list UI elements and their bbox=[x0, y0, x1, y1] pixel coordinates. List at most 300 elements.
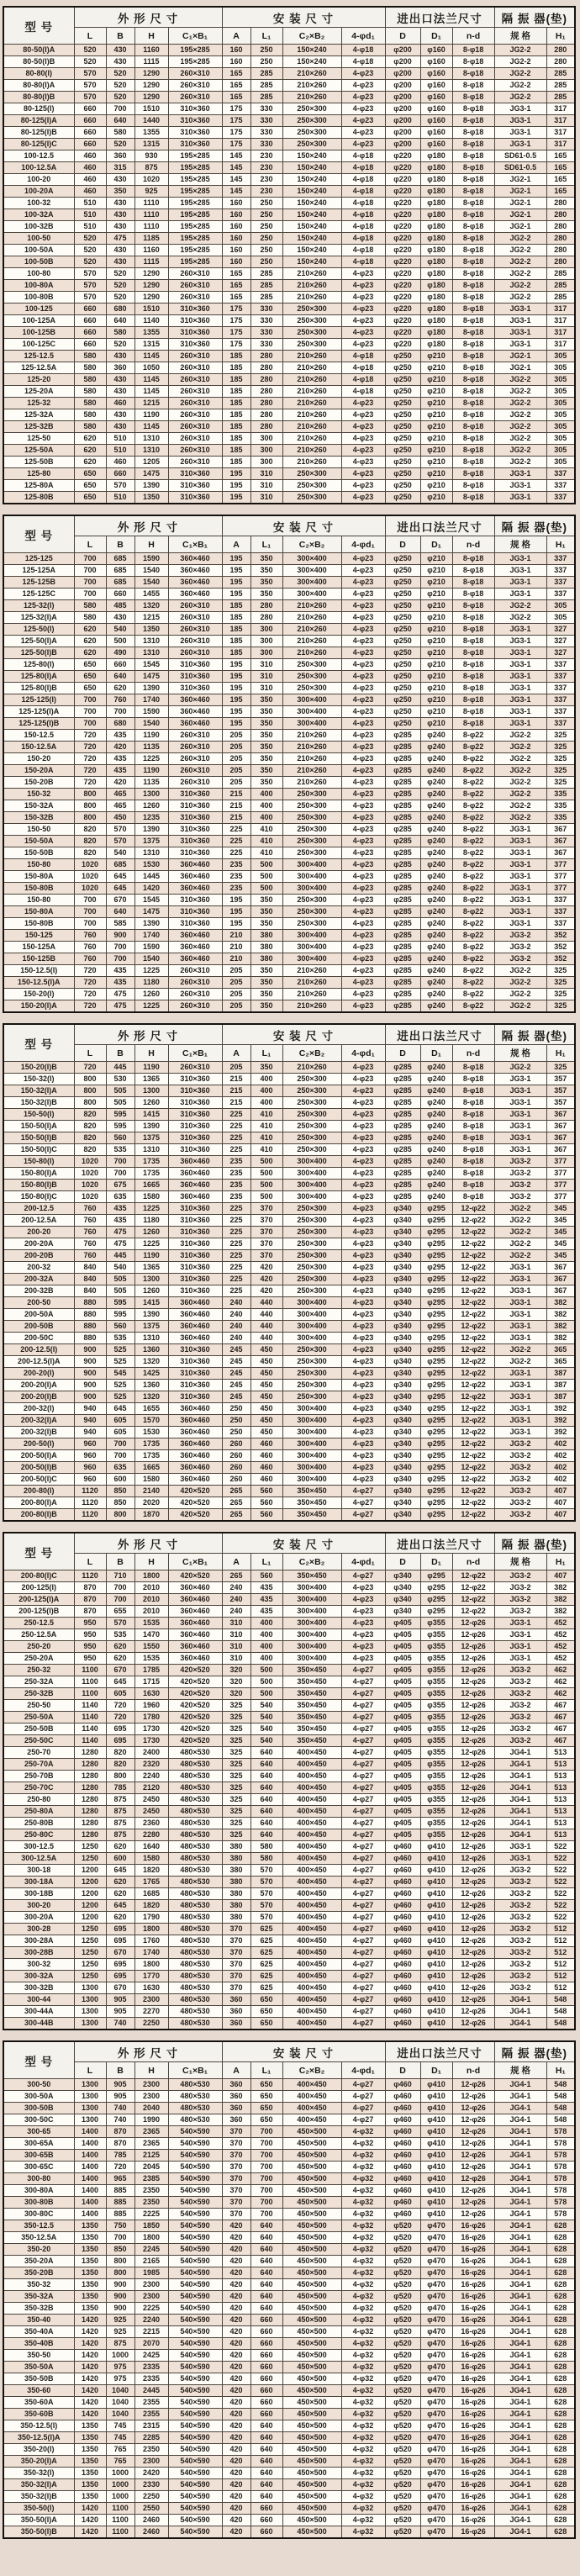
table-cell: 435 bbox=[250, 1606, 282, 1618]
table-cell: 640 bbox=[250, 2244, 282, 2256]
table-cell: 520 bbox=[74, 56, 106, 68]
table-cell: JG2-2 bbox=[494, 1215, 546, 1227]
table-cell: 250×300 bbox=[282, 824, 341, 836]
table-cell: 640 bbox=[250, 2491, 282, 2503]
table-cell: 4-φ23 bbox=[341, 1203, 385, 1215]
table-cell: 595 bbox=[106, 1309, 134, 1321]
table-cell: φ470 bbox=[420, 2385, 452, 2397]
table-cell: 370 bbox=[222, 1982, 250, 1994]
table-cell: JG3-1 bbox=[494, 1297, 546, 1309]
table-row bbox=[3, 918, 575, 930]
table-cell: 1110 bbox=[134, 221, 168, 233]
table-cell: JG2-2 bbox=[494, 1250, 546, 1262]
column-group-header: 安 装 尺 寸 bbox=[222, 1533, 385, 1554]
table-cell: 260×310 bbox=[168, 730, 222, 742]
table-cell: φ180 bbox=[420, 280, 452, 292]
table-cell: φ410 bbox=[420, 2150, 452, 2162]
table-cell: 4-φ23 bbox=[341, 989, 385, 1000]
table-cell: 337 bbox=[546, 718, 575, 730]
table-cell: JG4-1 bbox=[494, 2138, 546, 2150]
table-cell: 480×530 bbox=[168, 1865, 222, 1877]
table-row bbox=[3, 1747, 575, 1759]
table-cell: JG4-1 bbox=[494, 2256, 546, 2267]
table-cell: 4-φ23 bbox=[341, 1606, 385, 1618]
table-row bbox=[3, 1403, 575, 1415]
table-cell: 310×360 bbox=[168, 127, 222, 139]
table-row bbox=[3, 92, 575, 103]
table-cell: 420×520 bbox=[168, 1688, 222, 1700]
table-cell: 4-φ23 bbox=[341, 589, 385, 600]
table-cell: 360 bbox=[106, 150, 134, 162]
table-cell: 12-φ22 bbox=[452, 1606, 494, 1618]
table-cell: JG3-2 bbox=[494, 1735, 546, 1747]
table-cell: φ210 bbox=[420, 659, 452, 671]
table-cell: φ520 bbox=[385, 2432, 420, 2444]
table-row bbox=[3, 800, 575, 812]
table-cell: φ460 bbox=[385, 2103, 420, 2114]
table-cell: 4-φ23 bbox=[341, 1356, 385, 1368]
table-cell: JG4-1 bbox=[494, 2385, 546, 2397]
table-cell: JG3-2 bbox=[494, 1912, 546, 1924]
table-cell: JG2-1 bbox=[494, 198, 546, 209]
table-cell: 4-φ32 bbox=[341, 2397, 385, 2409]
table-row bbox=[3, 1959, 575, 1971]
table-cell: 480×530 bbox=[168, 2091, 222, 2103]
table-cell: 1400 bbox=[74, 2185, 106, 2197]
table-cell: JG3-1 bbox=[494, 468, 546, 480]
table-cell: φ250 bbox=[385, 398, 420, 409]
column-header: 4-φd₁ bbox=[341, 536, 385, 553]
table-cell: 370 bbox=[222, 2173, 250, 2185]
table-cell: 4-φ23 bbox=[341, 1062, 385, 1074]
column-header: D bbox=[385, 1554, 420, 1570]
table-cell: 467 bbox=[546, 1723, 575, 1735]
table-cell: 4-φ32 bbox=[341, 2409, 385, 2420]
table-cell: JG3-2 bbox=[494, 1582, 546, 1594]
table-cell: 360×460 bbox=[168, 1333, 222, 1344]
table-cell: 540×590 bbox=[168, 2232, 222, 2244]
table-cell: JG3-1 bbox=[494, 1074, 546, 1085]
table-cell: JG2-2 bbox=[494, 398, 546, 409]
column-header: H bbox=[134, 1554, 168, 1570]
table-cell: φ240 bbox=[420, 953, 452, 965]
model-cell: 125-32(I) bbox=[3, 600, 74, 612]
table-cell: 250×300 bbox=[282, 103, 341, 115]
model-cell: 125-125 bbox=[3, 553, 74, 565]
table-cell: 540×590 bbox=[168, 2526, 222, 2539]
table-cell: 360×460 bbox=[168, 1606, 222, 1618]
table-cell: 325 bbox=[222, 1700, 250, 1712]
table-cell: JG4-1 bbox=[494, 2267, 546, 2279]
table-cell: φ240 bbox=[420, 989, 452, 1000]
table-cell: 150×240 bbox=[282, 221, 341, 233]
table-cell: 8-φ18 bbox=[452, 480, 494, 492]
table-cell: 513 bbox=[546, 1782, 575, 1794]
table-cell: JG4-1 bbox=[494, 1747, 546, 1759]
table-cell: 1540 bbox=[134, 565, 168, 577]
table-cell: 280 bbox=[250, 362, 282, 374]
table-cell: 8-φ18 bbox=[452, 433, 494, 445]
table-cell: 310×360 bbox=[168, 1132, 222, 1144]
table-cell: 4-φ23 bbox=[341, 777, 385, 789]
table-cell: 535 bbox=[106, 1144, 134, 1156]
table-cell: 12-φ22 bbox=[452, 1368, 494, 1380]
table-cell: 1640 bbox=[134, 1841, 168, 1853]
table-cell: 370 bbox=[222, 2150, 250, 2162]
table-cell: 12-φ26 bbox=[452, 1794, 494, 1806]
table-cell: φ460 bbox=[385, 1994, 420, 2006]
model-cell: 80-50(I)B bbox=[3, 56, 74, 68]
table-cell: 620 bbox=[74, 647, 106, 659]
table-cell: 310×360 bbox=[168, 480, 222, 492]
table-cell: 4-φ23 bbox=[341, 730, 385, 742]
table-cell: φ295 bbox=[420, 1606, 452, 1618]
table-cell: 335 bbox=[546, 800, 575, 812]
table-cell: 2245 bbox=[134, 2244, 168, 2256]
table-cell: 1590 bbox=[134, 706, 168, 718]
table-cell: 330 bbox=[250, 339, 282, 351]
table-cell: JG3-2 bbox=[494, 1497, 546, 1509]
table-cell: 12-φ26 bbox=[452, 1688, 494, 1700]
table-cell: 16-φ26 bbox=[452, 2491, 494, 2503]
table-cell: 540×590 bbox=[168, 2220, 222, 2232]
table-row bbox=[3, 742, 575, 753]
column-group-header: 外 形 尺 寸 bbox=[74, 1024, 222, 1045]
table-cell: 467 bbox=[546, 1735, 575, 1747]
table-cell: 1440 bbox=[134, 115, 168, 127]
model-cell: 100-80A bbox=[3, 280, 74, 292]
table-cell: φ295 bbox=[420, 1368, 452, 1380]
model-cell: 125-80A bbox=[3, 480, 74, 492]
column-header: L₁ bbox=[250, 1045, 282, 1062]
table-cell: 480×530 bbox=[168, 1771, 222, 1782]
table-cell: 260×310 bbox=[168, 268, 222, 280]
table-cell: 570 bbox=[74, 92, 106, 103]
table-row bbox=[3, 624, 575, 636]
table-row bbox=[3, 2362, 575, 2373]
table-cell: 1250 bbox=[74, 1935, 106, 1947]
table-cell: 2045 bbox=[134, 2162, 168, 2173]
table-cell: 250 bbox=[222, 1415, 250, 1427]
column-header: D bbox=[385, 28, 420, 45]
table-row bbox=[3, 1121, 575, 1132]
table-cell: 16-φ26 bbox=[452, 2244, 494, 2256]
table-cell: 365 bbox=[546, 1344, 575, 1356]
table-cell: 1420 bbox=[74, 2350, 106, 2362]
table-cell: 885 bbox=[106, 2197, 134, 2209]
table-cell: 310×360 bbox=[168, 1215, 222, 1227]
table-cell: 700 bbox=[250, 2126, 282, 2138]
table-cell: 280 bbox=[546, 45, 575, 56]
column-header: D bbox=[385, 2062, 420, 2079]
table-cell: JG3-2 bbox=[494, 1700, 546, 1712]
table-cell: 12-φ26 bbox=[452, 1723, 494, 1735]
table-cell: 195 bbox=[222, 589, 250, 600]
table-cell: 210×260 bbox=[282, 409, 341, 421]
column-header: 4-φd₁ bbox=[341, 1045, 385, 1062]
table-cell: JG3-2 bbox=[494, 1935, 546, 1947]
column-header: 规 格 bbox=[494, 536, 546, 553]
model-cell: 100-125B bbox=[3, 327, 74, 339]
table-cell: 150×240 bbox=[282, 174, 341, 186]
model-cell: 200-32(I)B bbox=[3, 1427, 74, 1438]
table-cell: 300×400 bbox=[282, 1403, 341, 1415]
table-row bbox=[3, 1474, 575, 1486]
table-cell: 392 bbox=[546, 1403, 575, 1415]
table-cell: 4-φ18 bbox=[341, 209, 385, 221]
table-cell: 360 bbox=[222, 2006, 250, 2018]
table-cell: 8-φ18 bbox=[452, 304, 494, 315]
table-cell: 250 bbox=[250, 233, 282, 245]
table-cell: 12-φ26 bbox=[452, 1877, 494, 1888]
table-cell: φ285 bbox=[385, 883, 420, 895]
table-cell: φ405 bbox=[385, 1676, 420, 1688]
table-cell: 325 bbox=[546, 753, 575, 765]
table-cell: 2315 bbox=[134, 2420, 168, 2432]
model-cell: 150-80A bbox=[3, 906, 74, 918]
table-cell: 450×500 bbox=[282, 2232, 341, 2244]
table-cell: 420 bbox=[222, 2444, 250, 2456]
table-cell: 1040 bbox=[106, 2385, 134, 2397]
table-cell: 450×500 bbox=[282, 2150, 341, 2162]
table-cell: 16-φ26 bbox=[452, 2338, 494, 2350]
table-cell: 540×590 bbox=[168, 2326, 222, 2338]
table-cell: 8-φ18 bbox=[452, 1156, 494, 1168]
table-cell: 1420 bbox=[134, 883, 168, 895]
table-cell: 400×450 bbox=[282, 1771, 341, 1782]
table-cell: 500 bbox=[250, 1665, 282, 1676]
table-cell: 1765 bbox=[134, 1877, 168, 1888]
table-cell: JG3-1 bbox=[494, 906, 546, 918]
table-cell: 4-φ32 bbox=[341, 2326, 385, 2338]
table-cell: 1350 bbox=[74, 2444, 106, 2456]
table-cell: 185 bbox=[222, 374, 250, 386]
table-cell: 250×300 bbox=[282, 1368, 341, 1380]
model-cell: 250-80A bbox=[3, 1806, 74, 1818]
table-cell: φ405 bbox=[385, 1618, 420, 1629]
table-cell: 12-φ22 bbox=[452, 1486, 494, 1497]
table-cell: φ200 bbox=[385, 45, 420, 56]
table-cell: 450×500 bbox=[282, 2526, 341, 2539]
table-cell: 1115 bbox=[134, 256, 168, 268]
table-cell: 300×400 bbox=[282, 871, 341, 883]
table-cell: JG2-2 bbox=[494, 45, 546, 56]
table-cell: 300×400 bbox=[282, 930, 341, 942]
model-cell: 200-50 bbox=[3, 1297, 74, 1309]
table-cell: JG3-2 bbox=[494, 1676, 546, 1688]
table-cell: JG4-1 bbox=[494, 2220, 546, 2232]
table-cell: 8-φ18 bbox=[452, 1074, 494, 1085]
table-cell: 160 bbox=[222, 56, 250, 68]
table-cell: 12-φ26 bbox=[452, 1665, 494, 1676]
table-cell: 1200 bbox=[74, 1865, 106, 1877]
table-cell: 660 bbox=[250, 2338, 282, 2350]
table-cell: 1020 bbox=[74, 1180, 106, 1191]
table-cell: 480×530 bbox=[168, 1853, 222, 1865]
table-row bbox=[3, 1415, 575, 1427]
table-cell: φ355 bbox=[420, 1723, 452, 1735]
table-cell: 285 bbox=[250, 268, 282, 280]
table-cell: 410 bbox=[250, 1109, 282, 1121]
table-cell: φ220 bbox=[385, 150, 420, 162]
table-row bbox=[3, 1641, 575, 1653]
table-cell: 800 bbox=[106, 1771, 134, 1782]
table-cell: 260×310 bbox=[168, 292, 222, 304]
table-cell: φ250 bbox=[385, 647, 420, 659]
table-cell: 315 bbox=[106, 162, 134, 174]
table-cell: 235 bbox=[222, 871, 250, 883]
table-cell: 540×590 bbox=[168, 2338, 222, 2350]
table-row bbox=[3, 45, 575, 56]
table-cell: 1800 bbox=[134, 1924, 168, 1935]
table-cell: 740 bbox=[106, 2103, 134, 2114]
table-cell: 462 bbox=[546, 1665, 575, 1676]
table-cell: JG3-1 bbox=[494, 577, 546, 589]
table-cell: 260 bbox=[222, 1474, 250, 1486]
table-cell: 1145 bbox=[134, 351, 168, 362]
table-cell: 285 bbox=[546, 292, 575, 304]
table-cell: 475 bbox=[106, 989, 134, 1000]
table-cell: 570 bbox=[106, 1618, 134, 1629]
table-cell: 700 bbox=[106, 1450, 134, 1462]
table-cell: 175 bbox=[222, 103, 250, 115]
table-cell: 4-φ32 bbox=[341, 2515, 385, 2526]
column-header: L bbox=[74, 28, 106, 45]
column-header: 规 格 bbox=[494, 1554, 546, 1570]
table-cell: 4-φ23 bbox=[341, 1321, 385, 1333]
table-cell: 2270 bbox=[134, 2006, 168, 2018]
table-cell: 655 bbox=[106, 1606, 134, 1618]
model-cell: 350-50B bbox=[3, 2373, 74, 2385]
table-cell: φ240 bbox=[420, 730, 452, 742]
table-cell: 1190 bbox=[134, 409, 168, 421]
table-cell: 1400 bbox=[74, 2197, 106, 2209]
table-cell: 16-φ26 bbox=[452, 2503, 494, 2515]
model-cell: 200-20 bbox=[3, 1227, 74, 1238]
table-cell: JG3-2 bbox=[494, 1971, 546, 1982]
table-cell: φ340 bbox=[385, 1238, 420, 1250]
table-cell: 352 bbox=[546, 930, 575, 942]
table-cell: 510 bbox=[74, 209, 106, 221]
table-row bbox=[3, 659, 575, 671]
table-cell: 760 bbox=[74, 1203, 106, 1215]
column-header: A bbox=[222, 28, 250, 45]
table-cell: 240 bbox=[222, 1321, 250, 1333]
table-row bbox=[3, 2197, 575, 2209]
table-row bbox=[3, 174, 575, 186]
table-cell: φ210 bbox=[420, 694, 452, 706]
table-cell: JG4-1 bbox=[494, 1782, 546, 1794]
table-cell: 1120 bbox=[74, 1570, 106, 1582]
table-cell: JG2-2 bbox=[494, 92, 546, 103]
table-cell: φ410 bbox=[420, 2114, 452, 2126]
table-cell: 8-φ18 bbox=[452, 327, 494, 339]
table-cell: 175 bbox=[222, 115, 250, 127]
model-cell: 300-32B bbox=[3, 1982, 74, 1994]
table-cell: φ285 bbox=[385, 895, 420, 906]
table-cell: 450×500 bbox=[282, 2197, 341, 2209]
table-cell: 420 bbox=[222, 2291, 250, 2303]
table-cell: 700 bbox=[106, 953, 134, 965]
table-cell: φ460 bbox=[385, 2173, 420, 2185]
table-cell: 660 bbox=[106, 468, 134, 480]
table-cell: 250×300 bbox=[282, 468, 341, 480]
table-cell: 300×400 bbox=[282, 953, 341, 965]
table-row bbox=[3, 2018, 575, 2030]
table-cell: 1535 bbox=[134, 1653, 168, 1665]
table-cell: 280 bbox=[546, 56, 575, 68]
table-cell: 377 bbox=[546, 883, 575, 895]
table-cell: 580 bbox=[74, 600, 106, 612]
table-cell: 367 bbox=[546, 1109, 575, 1121]
column-header: D₁ bbox=[420, 1554, 452, 1570]
table-cell: φ210 bbox=[420, 468, 452, 480]
table-cell: JG4-1 bbox=[494, 1994, 546, 2006]
table-cell: 300×400 bbox=[282, 589, 341, 600]
table-cell: 1320 bbox=[134, 1391, 168, 1403]
table-cell: 260×310 bbox=[168, 374, 222, 386]
table-cell: 1100 bbox=[74, 1676, 106, 1688]
table-cell: 12-φ22 bbox=[452, 1297, 494, 1309]
table-row bbox=[3, 2114, 575, 2126]
table-cell: 4-φ23 bbox=[341, 1109, 385, 1121]
table-cell: 4-φ23 bbox=[341, 92, 385, 103]
table-cell: 1280 bbox=[74, 1806, 106, 1818]
table-cell: 280 bbox=[250, 351, 282, 362]
table-cell: 820 bbox=[74, 1144, 106, 1156]
table-cell: 960 bbox=[74, 1462, 106, 1474]
table-cell: 8-φ18 bbox=[452, 1097, 494, 1109]
table-cell: 407 bbox=[546, 1509, 575, 1522]
table-cell: 695 bbox=[106, 1971, 134, 1982]
table-cell: JG3-1 bbox=[494, 706, 546, 718]
table-cell: 350×450 bbox=[282, 1735, 341, 1747]
table-cell: 628 bbox=[546, 2432, 575, 2444]
table-cell: 540×590 bbox=[168, 2444, 222, 2456]
table-cell: 540×590 bbox=[168, 2279, 222, 2291]
table-cell: 1390 bbox=[134, 480, 168, 492]
table-cell: 4-φ23 bbox=[341, 659, 385, 671]
table-cell: φ250 bbox=[385, 659, 420, 671]
table-cell: 4-φ23 bbox=[341, 883, 385, 895]
table-cell: JG3-1 bbox=[494, 859, 546, 871]
table-cell: 210×260 bbox=[282, 742, 341, 753]
table-cell: φ470 bbox=[420, 2503, 452, 2515]
table-cell: 350×450 bbox=[282, 1700, 341, 1712]
table-cell: 480×530 bbox=[168, 1877, 222, 1888]
table-cell: 420×520 bbox=[168, 1486, 222, 1497]
table-cell: 685 bbox=[106, 577, 134, 589]
column-header: D₁ bbox=[420, 28, 452, 45]
table-cell: 335 bbox=[546, 812, 575, 824]
table-cell: 145 bbox=[222, 150, 250, 162]
table-cell: 387 bbox=[546, 1380, 575, 1391]
table-cell: 4-φ23 bbox=[341, 847, 385, 859]
table-cell: 352 bbox=[546, 942, 575, 953]
table-cell: 580 bbox=[74, 398, 106, 409]
table-cell: 1040 bbox=[106, 2409, 134, 2420]
table-row bbox=[3, 1794, 575, 1806]
table-cell: 4-φ23 bbox=[341, 671, 385, 683]
column-header: C₁×B₁ bbox=[168, 2062, 222, 2079]
table-cell: 12-φ26 bbox=[452, 1629, 494, 1641]
table-cell: φ250 bbox=[385, 706, 420, 718]
table-cell: 210×260 bbox=[282, 92, 341, 103]
table-row bbox=[3, 1380, 575, 1391]
column-group-header: 隔 振 器(垫) bbox=[494, 1024, 575, 1045]
table-cell: 540×590 bbox=[168, 2385, 222, 2397]
table-cell: φ470 bbox=[420, 2362, 452, 2373]
